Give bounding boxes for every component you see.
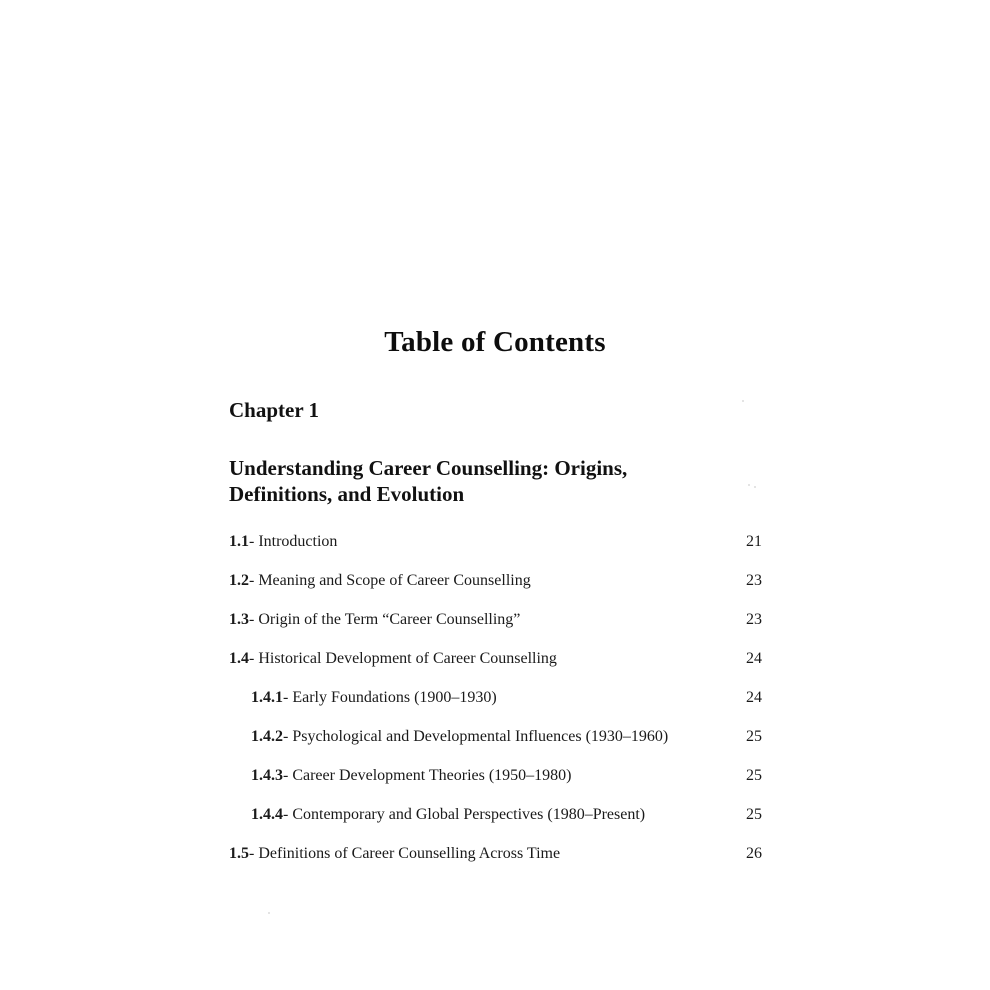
toc-entry-1-4-2 xyxy=(229,725,769,749)
toc-entry-1-3 xyxy=(229,608,769,632)
toc-entry-number: 1.2 xyxy=(229,572,249,589)
toc-entry-page: 21 xyxy=(746,533,762,550)
scan-speck xyxy=(742,400,744,402)
toc-entry-label xyxy=(251,803,645,827)
toc-entry-1-1 xyxy=(229,530,769,554)
toc-entry-text: - Psychological and Developmental Influences (1930–1960) xyxy=(283,728,669,745)
chapter-label: Chapter 1 xyxy=(229,398,320,422)
toc-entry-label xyxy=(229,569,531,593)
toc-entry-1-4 xyxy=(229,647,769,671)
toc-entry-text: - Career Development Theories (1950–1980) xyxy=(283,767,572,784)
chapter-title-line-1: Understanding Career Counselling: Origins, xyxy=(229,456,628,480)
toc-entry-1-5 xyxy=(229,842,769,866)
toc-entry-number: 1.4.2 xyxy=(251,728,283,745)
toc-entry-page: 26 xyxy=(746,845,762,862)
toc-entry-label xyxy=(229,608,520,632)
toc-entry-label xyxy=(251,764,572,788)
toc-entry-label xyxy=(229,530,337,554)
toc-entry-text: - Meaning and Scope of Career Counselling xyxy=(249,572,531,589)
toc-entry-number: 1.5 xyxy=(229,845,249,862)
toc-title: Table of Contents xyxy=(384,326,606,358)
toc-entry-text: - Origin of the Term “Career Counselling” xyxy=(249,611,521,628)
toc-entry-page: 25 xyxy=(746,806,762,823)
scan-speck xyxy=(268,912,270,914)
toc-entry-number: 1.4.1 xyxy=(251,689,283,706)
toc-entry-text: - Introduction xyxy=(249,533,338,550)
toc-entry-page: 23 xyxy=(746,611,762,628)
toc-entry-number: 1.4.4 xyxy=(251,806,283,823)
toc-entry-page: 23 xyxy=(746,572,762,589)
toc-entry-text: - Historical Development of Career Counselling xyxy=(249,650,557,667)
toc-entry-1-4-1 xyxy=(229,686,769,710)
toc-entry-label xyxy=(251,725,668,749)
toc-entry-page: 25 xyxy=(746,728,762,745)
scan-speck xyxy=(748,484,750,486)
toc-entry-text: - Early Foundations (1900–1930) xyxy=(283,689,497,706)
chapter-title xyxy=(229,455,709,507)
scan-speck xyxy=(754,486,756,488)
chapter-title-line-2: Definitions, and Evolution xyxy=(229,482,465,506)
toc-entry-text: - Definitions of Career Counselling Across Time xyxy=(249,845,561,862)
toc-entry-page: 24 xyxy=(746,689,762,706)
toc-entry-number: 1.3 xyxy=(229,611,249,628)
toc-entry-text: - Contemporary and Global Perspectives (1980–Present) xyxy=(283,806,646,823)
toc-entry-number: 1.4.3 xyxy=(251,767,283,784)
toc-entry-1-2 xyxy=(229,569,769,593)
toc-entry-label xyxy=(229,647,557,671)
toc-entry-label xyxy=(251,686,497,710)
toc-entry-page: 25 xyxy=(746,767,762,784)
toc-entry-page: 24 xyxy=(746,650,762,667)
toc-entry-1-4-4 xyxy=(229,803,769,827)
toc-entry-1-4-3 xyxy=(229,764,769,788)
toc-entry-number: 1.1 xyxy=(229,533,249,550)
toc-entry-label xyxy=(229,842,560,866)
toc-entry-number: 1.4 xyxy=(229,650,249,667)
